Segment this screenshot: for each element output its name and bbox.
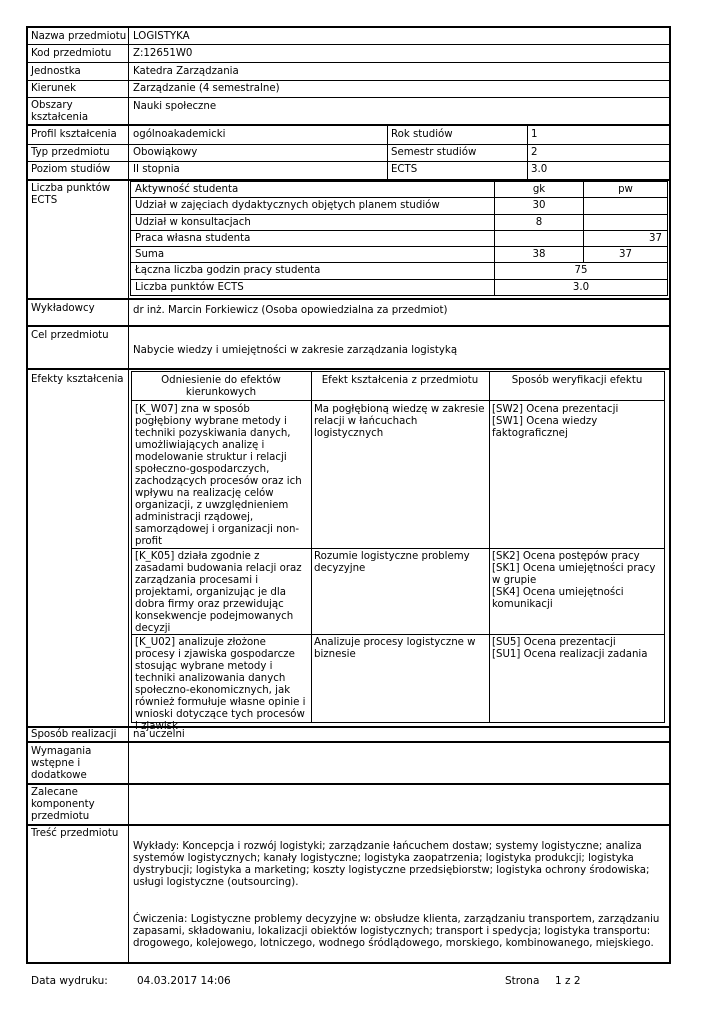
verification-item: [SK4] Ocena umiejętności komunikacji (492, 587, 624, 611)
ects-row-pw: 37 (619, 249, 632, 260)
value-profil: ogólnoakademicki (133, 129, 226, 140)
value-tresc-cwiczenia: Ćwiczenia: Logistyczne problemy decyzyjne w: obsłudze klienta, zarządzaniu transportem, zarządzaniu zapasami, składowaniu, lokalizacji obiektów logistycznych; transport i spedycja; logistyka transportu: drogowego, kolejowego, lotniczego, wodnego śródlądowego, morskiego, kombinowanego, miejskiego. (133, 914, 660, 950)
ects-row-total: 75 (574, 265, 588, 276)
ects-header-label: Aktywność studenta (135, 184, 239, 195)
print-date-value: 04.03.2017 14:06 (137, 975, 231, 987)
value-kierunek: Zarządzanie (4 semestralne) (133, 83, 280, 94)
ects-row-gk: 38 (532, 249, 546, 260)
label-profil: Profil kształcenia (31, 129, 117, 140)
value-rok: 1 (531, 129, 538, 140)
label-obszary: Obszary kształcenia (31, 100, 89, 124)
value-jednostka: Katedra Zarządzania (133, 66, 239, 77)
label-typ: Typ przedmiotu (31, 147, 110, 158)
effects-header-ref: Odniesienie do efektów kierunkowych (161, 375, 281, 399)
label-efekty: Efekty kształcenia (31, 374, 124, 385)
verification-item: [SK1] Ocena umiejętności pracy w grupie (492, 563, 656, 587)
label-kierunek: Kierunek (31, 83, 77, 94)
label-nazwa: Nazwa przedmiotu (31, 31, 127, 42)
effect-description: Rozumie logistyczne problemy decyzyjne (314, 551, 470, 575)
effect-ref: [K_W07] zna w sposób pogłębiony wybrane metody i techniki pozyskiwania danych, umożliwiających analizę i modelowanie struktur i relacji społeczno-gospodarczych, zachodzących procesów oraz ich wpływu na realizację celów organizacji, z uwzględnieniem administracji rządowej, samorządowej i organizacji non-profit (135, 404, 302, 548)
label-sposob: Sposób realizacji (31, 729, 117, 740)
label-poziom: Poziom studiów (31, 164, 111, 175)
ects-row-total: 3.0 (572, 282, 590, 293)
value-sposob: na uczelni (133, 729, 185, 740)
effect-ref: [K_U02] analizuje złożone procesy i zjawiska gospodarcze stosując wybrane metody i techniki analizowania danych społeczno-ekonomicznych, jak również formułuje własne opinie i wnioski dotyczące tych procesów i zjawisk (135, 637, 306, 733)
ects-header-pw: pw (618, 184, 633, 195)
ects-row-gk: 8 (535, 217, 543, 228)
effects-header-verification: Sposób weryfikacji efektu (511, 375, 643, 386)
value-typ: Obowiąkowy (133, 147, 198, 158)
value-wykladowcy: dr inż. Marcin Forkiewicz (Osoba opowiedzialna za przedmiot) (133, 305, 448, 316)
page-label: Strona (505, 975, 540, 987)
ects-row-label: Udział w zajęciach dydaktycznych objętych planem studiów (135, 200, 440, 211)
verification-item: [SU5] Ocena prezentacji (492, 637, 616, 648)
ects-row-label: Praca własna studenta (135, 233, 251, 244)
value-poziom: II stopnia (133, 164, 180, 175)
value-nazwa: LOGISTYKA (133, 31, 190, 42)
effect-description: Ma pogłębioną wiedzę w zakresie relacji w łańcuchach logistycznych (314, 404, 485, 440)
label-wykladowcy: Wykładowcy (31, 303, 95, 314)
value-kod: Z:12651W0 (133, 48, 193, 59)
label-rok: Rok studiów (391, 129, 453, 140)
ects-row-pw: 37 (649, 233, 662, 244)
verification-item: [SW2] Ocena prezentacji (492, 404, 619, 415)
label-zalecane: Zalecane komponenty przedmiotu (31, 787, 95, 823)
ects-row-gk: 30 (532, 200, 546, 211)
verification-item: [SK2] Ocena postępów pracy (492, 551, 640, 562)
value-obszary: Nauki społeczne (133, 101, 217, 112)
ects-row-label: Łączna liczba godzin pracy studenta (135, 265, 321, 276)
ects-row-label: Liczba punktów ECTS (135, 282, 244, 293)
effects-header-effect: Efekt kształcenia z przedmiotu (321, 375, 479, 386)
effect-description: Analizuje procesy logistyczne w biznesie (314, 637, 476, 661)
label-kod: Kod przedmiotu (31, 48, 112, 59)
label-jednostka: Jednostka (31, 66, 81, 77)
label-tresc: Treść przedmiotu (31, 828, 119, 839)
label-ects: ECTS (391, 164, 418, 175)
page-number: 1 z 2 (555, 975, 581, 987)
print-date-label: Data wydruku: (31, 975, 108, 987)
effect-ref: [K_K05] działa zgodnie z zasadami budowania relacji oraz zarządzania procesami i projektami, organizując je dla dobra firmy oraz przewidując konsekwencje podejmowanych decyzji (135, 551, 302, 635)
verification-item: [SU1] Ocena realizacji zadania (492, 649, 648, 661)
verification-item: [SW1] Ocena wiedzy faktograficznej (492, 416, 598, 440)
value-ects: 3.0 (531, 164, 548, 175)
label-cel: Cel przedmiotu (31, 330, 109, 341)
value-cel: Nabycie wiedzy i umiejętności w zakresie zarządzania logistyką (133, 345, 458, 356)
label-semestr: Semestr studiów (391, 147, 477, 158)
value-tresc-wyklady: Wykłady: Koncepcja i rozwój logistyki; zarządzanie łańcuchem dostaw; systemy logistyczne; analiza systemów logistycznych; kanały logistyczne; logistyka zaopatrzenia; logistyka produkcji; logistyka dystrybucji; logistyka a marketing; koszty logistyczne przedsiębiorstw; logistyka ochrony środowiska; usługi logistyczne (outsourcing). (133, 841, 650, 889)
value-semestr: 2 (531, 147, 538, 158)
label-liczba-ects: Liczba punktów ECTS (31, 183, 111, 207)
ects-row-label: Udział w konsultacjach (135, 217, 251, 228)
ects-header-gk: gk (532, 184, 546, 195)
label-wymagania: Wymagania wstępne i dodatkowe (31, 746, 92, 782)
ects-row-label: Suma (135, 249, 165, 260)
